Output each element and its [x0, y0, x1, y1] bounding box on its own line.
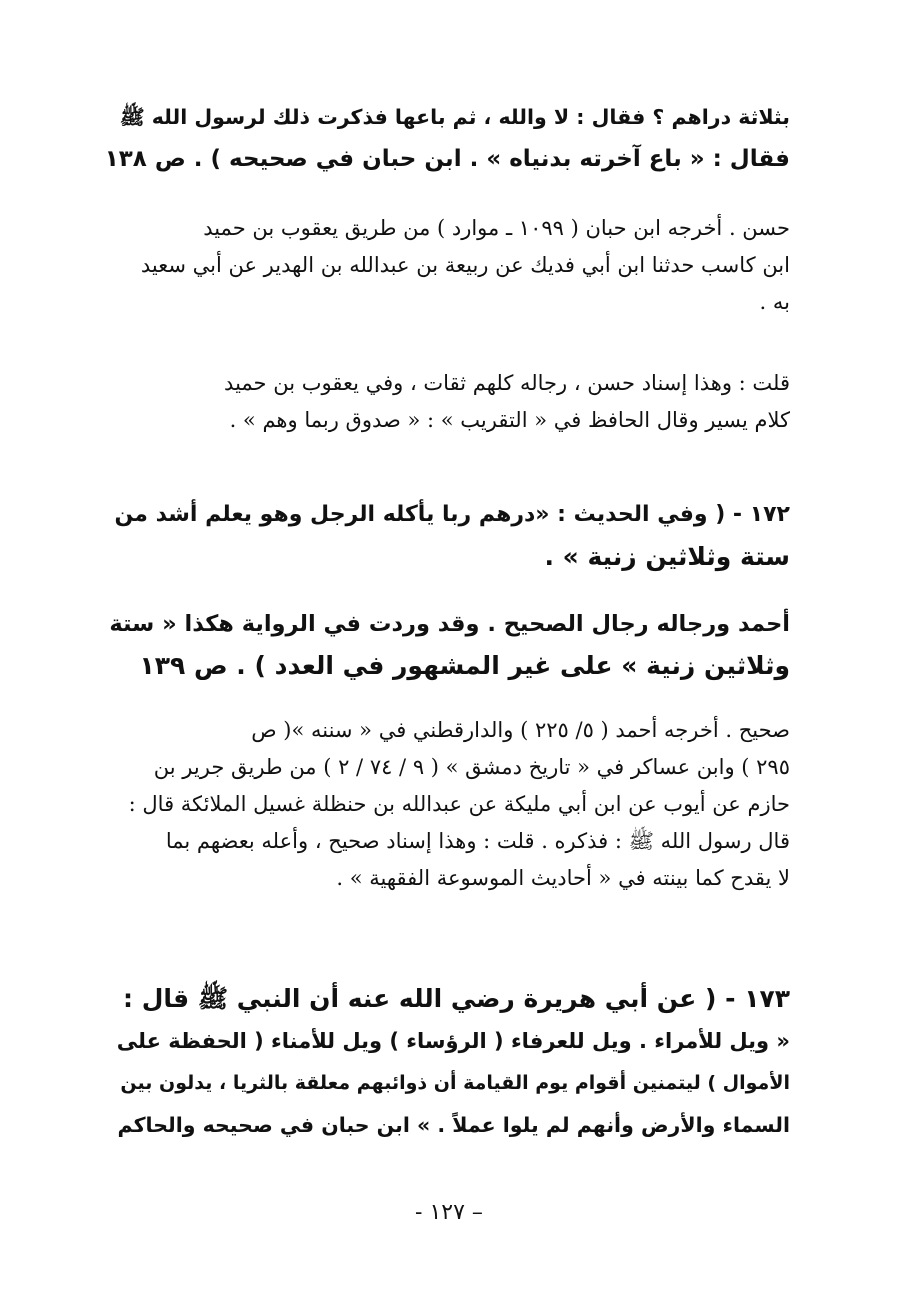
text-line: السماء والأرض وأنهم لم يلوا عملاً . » ابن حبان في صحيحه والحاكم	[117, 1113, 790, 1137]
text-line: ١٧٣ - ( عن أبي هريرة رضي الله عنه أن النبي ﷺ قال :	[123, 984, 790, 1013]
commentary-takhrij-172	[104, 712, 790, 897]
text-line: ستة وثلاثين زنية » .	[544, 542, 790, 571]
text-line: ابن كاسب حدثنا ابن أبي فديك عن ربيعة بن عبدالله بن الهدير عن أبي سعيد	[140, 253, 790, 277]
text-line: قلت : وهذا إسناد حسن ، رجاله كلهم ثقات ، وفي يعقوب بن حميد	[224, 371, 790, 395]
hadith-171-continuation	[104, 96, 790, 180]
text-line: أحمد ورجاله رجال الصحيح . وقد وردت في الرواية هكذا « ستة	[109, 611, 790, 637]
text-line: « ويل للأمراء . ويل للعرفاء ( الرؤساء ) ويل للأمناء ( الحفظة على	[116, 1029, 790, 1053]
commentary-takhrij-171	[104, 210, 790, 321]
page-number: – ١٢٧ -	[415, 1200, 483, 1225]
text-line: الأموال ) ليتمنين أقوام يوم القيامة أن ذوائبهم معلقة بالثريا ، يدلون بين	[120, 1072, 790, 1094]
hadith-173	[104, 978, 790, 1146]
commentary-note-171	[104, 365, 790, 439]
text-line: ١٧٢ - ( وفي الحديث : «درهم ربا يأكله الرجل وهو يعلم أشد من	[114, 502, 790, 527]
text-line: فقال : « باع آخرته بدنياه » . ابن حبان في صحيحه ) . ص ١٣٨	[104, 146, 790, 172]
text-line: لا يقدح كما بينته في « أحاديث الموسوعة الفقهية » .	[336, 866, 790, 890]
text-line: صحيح . أخرجه أحمد ( ٥/ ٢٢٥ ) والدارقطني في « سننه »( ص	[251, 718, 790, 742]
text-line: بثلاثة دراهم ؟ فقال : لا والله ، ثم باعها فذكرت ذلك لرسول الله ﷺ	[119, 105, 790, 129]
text-line: قال رسول الله ﷺ : فذكره . قلت : وهذا إسناد صحيح ، وأعله بعضهم بما	[165, 829, 790, 853]
text-line: وثلاثين زنية » على غير المشهور في العدد ) . ص ١٣٩	[139, 651, 790, 680]
text-line: كلام يسير وقال الحافظ في « التقريب » : « صدوق ربما وهم » .	[229, 408, 790, 432]
hadith-172-source	[104, 603, 790, 687]
text-line: حسن . أخرجه ابن حبان ( ١٠٩٩ ـ موارد ) من طريق يعقوب بن حميد	[203, 216, 790, 240]
text-line: به .	[759, 290, 790, 314]
text-line: ٢٩٥ ) وابن عساكر في « تاريخ دمشق » ( ٩ / ٧٤ / ٢ ) من طريق جرير بن	[153, 755, 790, 779]
text-line: حازم عن أيوب عن ابن أبي مليكة عن عبدالله بن حنظلة غسيل الملائكة قال :	[128, 792, 790, 816]
hadith-172	[104, 494, 790, 578]
